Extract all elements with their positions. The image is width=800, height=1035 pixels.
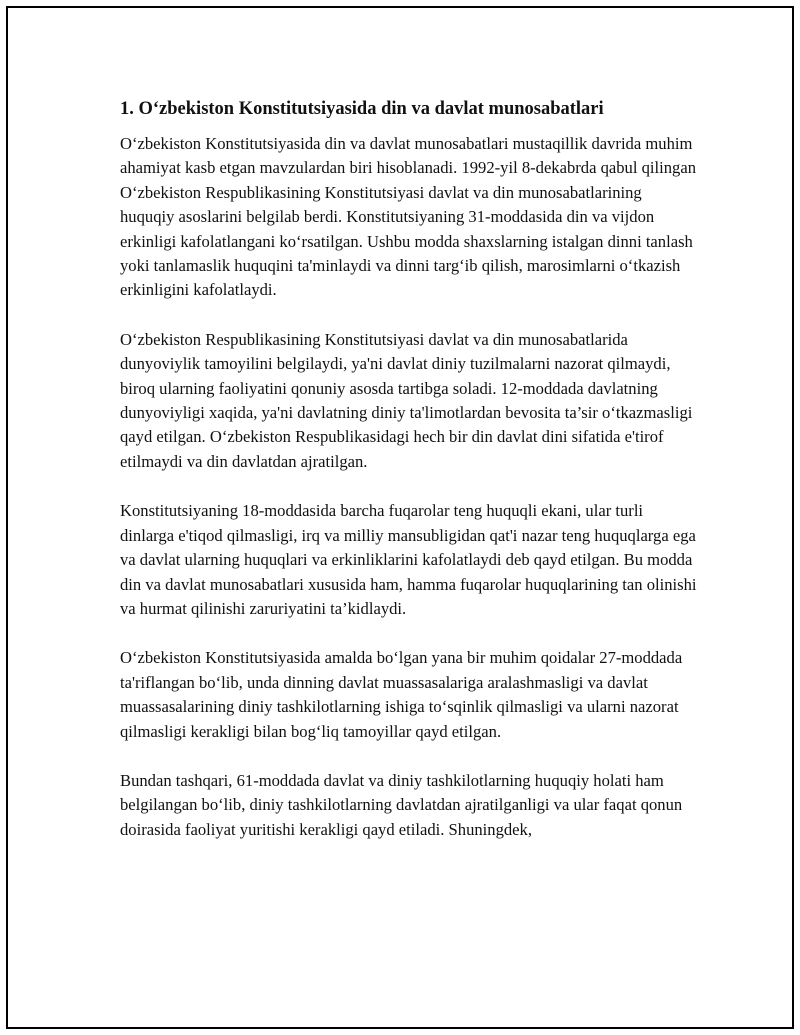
section-heading: 1. O‘zbekiston Konstitutsiyasida din va davlat munosabatlari [120, 99, 604, 119]
paragraph-3: Konstitutsiyaning 18-moddasida barcha fuqarolar teng huquqli ekani, ular turli dinlarga e'tiqod qilmasligi, irq va milliy mansubligidan qat'i nazar teng huquqlarga ega va davlat ularning huquqlari va erkinliklarini kafolatlaydi deb qayd etilgan. Bu modda din va davlat munosabatlari xususida ham, hamma fuqarolar huquqlarining tan olinishi va hurmat qilinishi zaruriyatini ta’kidlaydi. [120, 501, 697, 618]
paragraph-2: O‘zbekiston Respublikasining Konstitutsiyasi davlat va din munosabatlarida dunyoviylik tamoyilini belgilaydi, ya'ni davlat diniy tuzilmalarni nazorat qilmaydi, biroq ularning faoliyatini qonuniy asosda tartibga soladi. 12-moddada davlatning dunyoviyligi xaqida, ya'ni davlatning diniy ta'limotlardan bevosita ta’sir o‘tkazmasligi qayd etilgan. O‘zbekiston Respublikasidagi hech bir din davlat dini sifatida e'tirof etilmaydi va din davlatdan ajratilgan. [120, 329, 693, 471]
document-page [6, 6, 794, 1029]
paragraph-5: Bundan tashqari, 61-moddada davlat va diniy tashkilotlarning huquqiy holati ham belgilangan bo‘lib, diniy tashkilotlarning davlatdan ajratilganligi va ular faqat qonun doirasida faoliyat yuritishi kerakligi qayd etiladi. Shuningdek, [120, 770, 683, 839]
paragraph-4: O‘zbekiston Konstitutsiyasida amalda bo‘lgan yana bir muhim qoidalar 27-moddada ta'riflangan bo‘lib, unda dinning davlat muassasalariga aralashmasligi va davlat muassasalarining diniy tashkilotlarning ishiga to‘sqinlik qilmasligi va ularni nazorat qilmasligi kerakligi bilan bog‘liq tamoyillar qayd etilgan. [120, 648, 683, 741]
document-content [120, 96, 700, 867]
paragraph-1: O‘zbekiston Konstitutsiyasida din va davlat munosabatlari mustaqillik davrida muhim ahamiyat kasb etgan mavzulardan biri hisoblanadi. 1992-yil 8-dekabrda qabul qilingan O‘zbekiston Respublikasining Konstitutsiyasi davlat va din munosabatlarining huquqiy asoslarini belgilab berdi. Konstitutsiyaning 31-moddasida din va vijdon erkinligi kafolatlangani ko‘rsatilgan. Ushbu modda shaxslarning istalgan dinni tanlash yoki tanlamaslik huquqini ta'minlaydi va dinni targ‘ib qilish, marosimlarni o‘tkazish erkinligini kafolatlaydi. [120, 134, 697, 300]
